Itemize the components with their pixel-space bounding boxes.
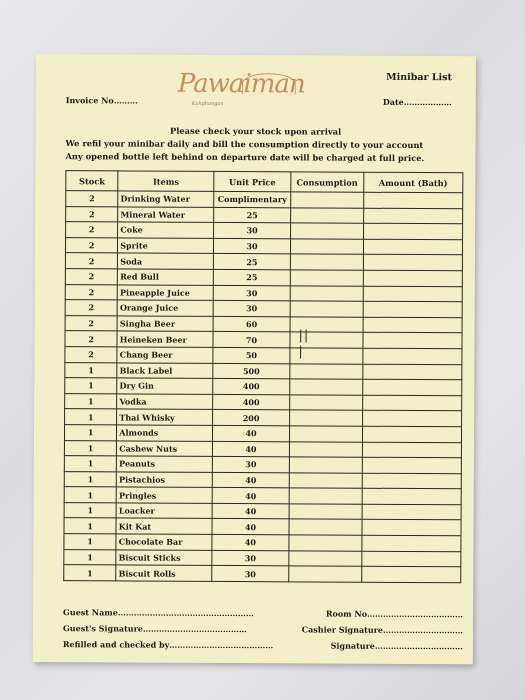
logo-text: Pawaiman — [177, 68, 305, 100]
instruction-line: Any opened bottle left behind on departure date will be charged at full price. — [65, 151, 425, 164]
consumption-cell — [289, 535, 362, 551]
item-cell: Soda — [118, 253, 214, 269]
amount-cell — [363, 223, 462, 239]
consumption-cell — [289, 519, 362, 535]
guest-name-field: Guest Name…………………………………………… — [63, 607, 254, 619]
footer-line — [63, 636, 463, 654]
amount-cell — [361, 566, 460, 582]
table-row — [65, 237, 462, 255]
consumption-cell — [289, 473, 362, 489]
amount-cell — [362, 426, 461, 442]
instructions — [35, 124, 475, 165]
table-row — [65, 347, 462, 365]
stock-cell: 2 — [65, 269, 117, 285]
consumption-cell — [290, 363, 363, 379]
invoice-number-field: Invoice No……… — [65, 95, 138, 106]
table-row — [65, 253, 462, 271]
table-row — [65, 269, 462, 287]
consumption-cell — [290, 395, 363, 411]
amount-cell — [363, 333, 462, 349]
table-row — [65, 378, 462, 396]
unit-price-cell: 200 — [213, 410, 290, 426]
item-cell: Black Label — [117, 362, 213, 378]
item-cell: Red Bull — [118, 269, 214, 285]
stock-cell: 2 — [65, 315, 117, 331]
table-row — [66, 206, 463, 224]
stock-cell: 1 — [65, 409, 117, 425]
consumption-cell — [289, 566, 362, 582]
room-number-field: Room No……………………………… — [325, 608, 464, 620]
table-row — [64, 518, 461, 536]
header-consumption: Consumption — [291, 172, 364, 192]
unit-price-cell: 40 — [213, 425, 290, 441]
handwritten-tally: | — [298, 344, 304, 360]
amount-cell — [362, 364, 461, 380]
instruction-line: We refil your minibar daily and bill the consumption directly to your account — [65, 138, 424, 151]
stock-cell: 1 — [65, 378, 117, 394]
consumption-cell — [291, 192, 364, 208]
unit-price-cell: 50 — [213, 347, 290, 363]
refilled-checked-field: Refilled and checked by………………………………… — [62, 639, 274, 651]
item-cell: Almonds — [117, 425, 213, 441]
unit-price-cell: Complimentary — [214, 191, 291, 207]
item-cell: Biscuit Rolls — [116, 565, 212, 581]
item-cell: Cashew Nuts — [117, 440, 213, 456]
amount-cell — [361, 551, 460, 567]
consumption-cell — [289, 504, 362, 520]
item-cell: Dry Gin — [117, 378, 213, 394]
consumption-cell — [289, 550, 362, 566]
table-row — [64, 565, 461, 583]
item-cell: Sprite — [118, 238, 214, 254]
amount-cell — [362, 488, 461, 504]
amount-cell — [362, 535, 461, 551]
table-row — [64, 456, 461, 474]
table-row — [65, 409, 462, 427]
item-cell: Thai Whisky — [117, 409, 213, 425]
table-row — [64, 549, 461, 567]
stock-cell: 2 — [65, 331, 117, 347]
item-cell: Pistachios — [117, 472, 213, 488]
amount-cell — [362, 395, 461, 411]
signature-section — [63, 604, 463, 654]
item-cell: Heineken Beer — [117, 331, 213, 347]
unit-price-cell: 30 — [213, 285, 290, 301]
unit-price-cell: 30 — [213, 301, 290, 317]
header-unit-price: Unit Price — [214, 171, 291, 191]
consumption-cell — [289, 441, 362, 457]
unit-price-cell: 25 — [214, 207, 291, 223]
cashier-signature-field: Cashier Signature………………………… — [301, 624, 464, 636]
stock-cell: 2 — [66, 206, 118, 222]
table-row — [65, 284, 462, 302]
unit-price-cell: 25 — [213, 254, 290, 270]
amount-cell — [362, 520, 461, 536]
amount-cell — [362, 457, 461, 473]
form-title: Minibar List — [386, 71, 452, 84]
item-cell: Biscuit Sticks — [116, 550, 212, 566]
amount-cell — [363, 270, 462, 286]
instruction-line: Please check your stock upon arrival — [169, 125, 342, 137]
item-cell: Pringles — [116, 487, 212, 503]
item-cell: Kit Kat — [116, 518, 212, 534]
stock-cell: 2 — [65, 347, 117, 363]
unit-price-cell: 400 — [213, 379, 290, 395]
stock-cell: 1 — [64, 425, 116, 441]
consumption-cell — [289, 457, 362, 473]
stock-cell: 2 — [66, 191, 118, 207]
item-cell: Pineapple Juice — [118, 284, 214, 300]
table-row — [65, 362, 462, 380]
table-row — [66, 191, 463, 209]
amount-cell — [362, 504, 461, 520]
consumption-cell — [291, 207, 364, 223]
table-row — [64, 471, 461, 489]
stock-cell: 1 — [64, 456, 116, 472]
unit-price-cell: 30 — [214, 223, 291, 239]
stock-cell: 2 — [65, 300, 117, 316]
unit-price-cell: 40 — [212, 534, 289, 550]
unit-price-cell: 30 — [212, 457, 289, 473]
consumption-cell — [290, 301, 363, 317]
minibar-form — [33, 54, 476, 664]
date-field: Date……………… — [382, 96, 452, 108]
stock-cell: 2 — [65, 284, 117, 300]
table-row — [64, 425, 461, 443]
consumption-cell — [290, 239, 363, 255]
minibar-table — [63, 170, 463, 583]
amount-cell — [362, 442, 461, 458]
stock-cell: 1 — [64, 503, 116, 519]
consumption-cell — [291, 223, 364, 239]
consumption-cell — [290, 270, 363, 286]
stock-cell: 1 — [64, 471, 116, 487]
item-cell: Drinking Water — [118, 191, 214, 207]
table-row — [65, 315, 462, 333]
table-row — [64, 487, 461, 505]
handwritten-tally: || — [298, 328, 310, 344]
item-cell: Singha Beer — [117, 316, 213, 332]
table-row — [65, 393, 462, 411]
item-cell: Orange Juice — [117, 300, 213, 316]
table-header-row — [66, 171, 463, 193]
stock-cell: 1 — [64, 518, 116, 534]
stock-cell: 1 — [64, 549, 116, 565]
amount-cell — [363, 255, 462, 271]
amount-cell — [362, 473, 461, 489]
item-cell: Peanuts — [117, 456, 213, 472]
header-stock: Stock — [66, 171, 118, 191]
unit-price-cell: 30 — [212, 550, 289, 566]
item-cell: Chang Beer — [117, 347, 213, 363]
amount-cell — [363, 301, 462, 317]
unit-price-cell: 400 — [213, 394, 290, 410]
stock-cell: 1 — [64, 565, 116, 581]
amount-cell — [363, 348, 462, 364]
consumption-cell — [290, 285, 363, 301]
unit-price-cell: 60 — [213, 316, 290, 332]
amount-cell — [362, 411, 461, 427]
header-items: Items — [118, 171, 214, 192]
stock-cell: 1 — [64, 534, 116, 550]
header-amount: Amount (Bath) — [363, 172, 462, 193]
amount-cell — [363, 286, 462, 302]
consumption-cell — [290, 379, 363, 395]
amount-cell — [363, 317, 462, 333]
item-cell: Loacker — [116, 503, 212, 519]
item-cell: Chocolate Bar — [116, 534, 212, 550]
table-row — [64, 440, 461, 458]
unit-price-cell: 25 — [213, 269, 290, 285]
amount-cell — [363, 239, 462, 255]
item-cell: Vodka — [117, 394, 213, 410]
signature-field: Signature…………………………… — [330, 640, 463, 652]
unit-price-cell: 30 — [212, 566, 289, 582]
guest-signature-field: Guest's Signature………………………………… — [62, 623, 247, 635]
stock-cell: 2 — [65, 237, 117, 253]
consumption-cell — [290, 410, 363, 426]
stock-cell: 2 — [66, 222, 118, 238]
table-row — [64, 534, 461, 552]
unit-price-cell: 40 — [212, 472, 289, 488]
item-cell: Coke — [118, 222, 214, 238]
table-row — [65, 300, 462, 318]
consumption-cell — [290, 254, 363, 270]
unit-price-cell: 500 — [213, 363, 290, 379]
unit-price-cell: 30 — [214, 238, 291, 254]
unit-price-cell: 40 — [212, 488, 289, 504]
consumption-cell — [290, 344, 363, 364]
stock-cell: 1 — [64, 440, 116, 456]
unit-price-cell: 40 — [212, 441, 289, 457]
stock-cell: 2 — [65, 253, 117, 269]
consumption-cell — [289, 488, 362, 504]
table-body — [64, 191, 463, 583]
stock-cell: 1 — [64, 487, 116, 503]
unit-price-cell: 70 — [213, 332, 290, 348]
unit-price-cell: 40 — [212, 519, 289, 535]
unit-price-cell: 40 — [212, 503, 289, 519]
stock-cell: 1 — [65, 362, 117, 378]
table-row — [65, 331, 462, 349]
amount-cell — [363, 208, 462, 224]
amount-cell — [363, 192, 462, 208]
item-cell: Mineral Water — [118, 207, 214, 223]
hotel-logo — [178, 67, 328, 116]
consumption-cell — [289, 426, 362, 442]
table-row — [66, 222, 463, 240]
logo-subtitle: Kohphangan — [191, 100, 224, 107]
stock-cell: 1 — [65, 393, 117, 409]
table-row — [64, 503, 461, 521]
amount-cell — [362, 379, 461, 395]
